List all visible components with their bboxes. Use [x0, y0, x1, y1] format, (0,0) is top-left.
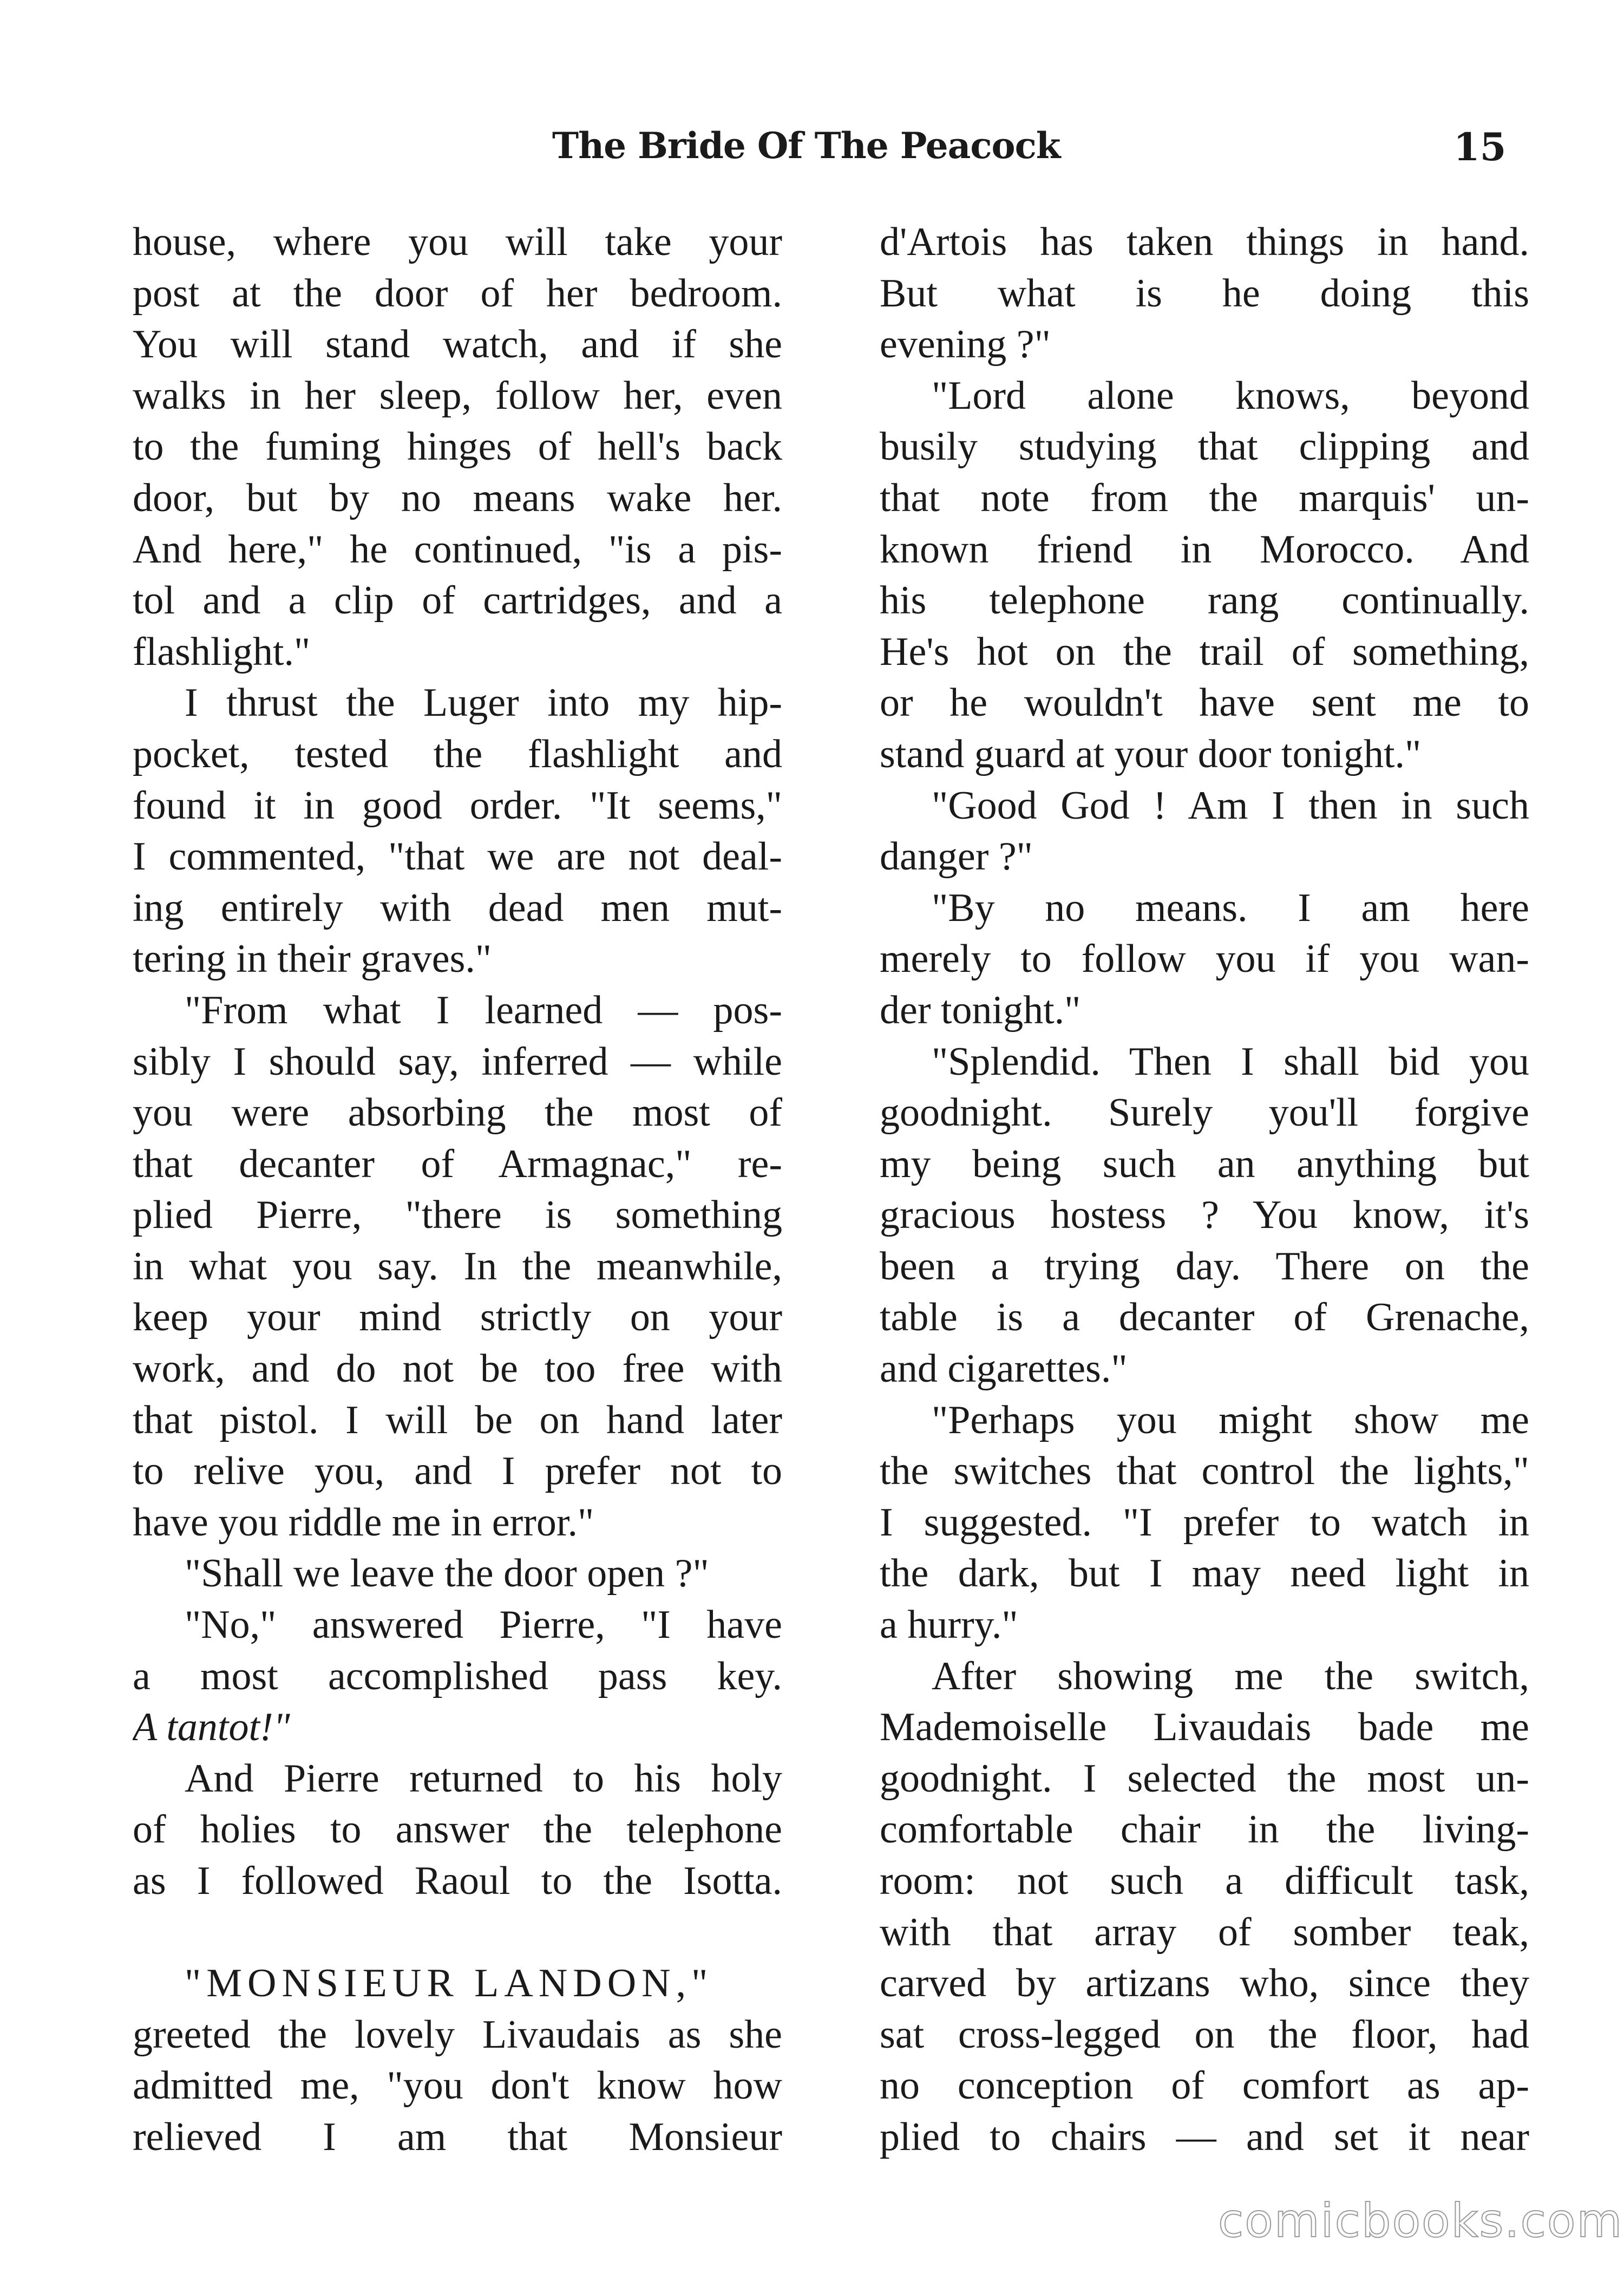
text-line: He's hot on the trail of something,	[880, 629, 1529, 674]
text-line: door, but by no means wake her.	[133, 475, 782, 520]
text-line: room: not such a difficult task,	[880, 1859, 1529, 1903]
text-line: keep your mind strictly on your	[133, 1295, 782, 1340]
text-line: plied Pierre, "there is something	[133, 1193, 782, 1238]
text-line: in what you say. In the meanwhile,	[133, 1244, 782, 1289]
text-line: admitted me, "you don't know how	[133, 2063, 782, 2108]
right-column	[880, 217, 1529, 2163]
text-line: to the fuming hinges of hell's back	[133, 424, 782, 469]
text-line: that note from the marquis' un-	[880, 475, 1529, 520]
text-line: "From what I learned — pos-	[185, 988, 782, 1033]
text-line: "Good God ! Am I then in such	[932, 783, 1529, 828]
text-line: Mademoiselle Livaudais bade me	[880, 1705, 1529, 1750]
text-line: comfortable chair in the living-	[880, 1807, 1529, 1852]
text-line: no conception of comfort as ap-	[880, 2063, 1529, 2108]
text-line: post at the door of her bedroom.	[133, 271, 782, 316]
text-line: tol and a clip of cartridges, and a	[133, 578, 782, 623]
text-line: "MONSIEUR LANDON,"	[185, 1961, 713, 2006]
text-line: A tantot!"	[133, 1705, 290, 1750]
text-line: stand guard at your door tonight."	[880, 731, 1422, 776]
text-line: or he wouldn't have sent me to	[880, 681, 1529, 726]
site-watermark: comicbooks.com	[1218, 2194, 1623, 2248]
text-line: And Pierre returned to his holy	[185, 1756, 782, 1801]
text-line: sat cross-legged on the floor, had	[880, 2012, 1529, 2057]
text-line: But what is he doing this	[880, 271, 1529, 316]
text-line: been a trying day. There on the	[880, 1244, 1529, 1289]
text-line: pocket, tested the flashlight and	[133, 731, 782, 776]
text-line: sibly I should say, inferred — while	[133, 1039, 782, 1084]
left-column	[133, 217, 782, 2163]
text-line: danger ?"	[880, 834, 1033, 879]
text-line: busily studying that clipping and	[880, 424, 1529, 469]
text-line: walks in her sleep, follow her, even	[133, 373, 782, 418]
text-line: goodnight. Surely you'll forgive	[880, 1090, 1529, 1135]
text-line: with that array of somber teak,	[880, 1910, 1529, 1955]
text-line: my being such an anything but	[880, 1141, 1529, 1186]
text-line: I suggested. "I prefer to watch in	[880, 1500, 1529, 1545]
text-line: a hurry."	[880, 1603, 1018, 1648]
text-line: goodnight. I selected the most un-	[880, 1756, 1529, 1801]
text-line: merely to follow you if you wan-	[880, 937, 1529, 982]
text-line: evening ?"	[880, 322, 1051, 367]
text-line: tering in their graves."	[133, 937, 492, 982]
text-line: You will stand watch, and if she	[133, 322, 782, 367]
text-line: that decanter of Armagnac," re-	[133, 1141, 782, 1186]
text-line: work, and do not be too free with	[133, 1347, 782, 1391]
text-line: "Perhaps you might show me	[932, 1397, 1529, 1442]
text-line: ing entirely with dead men mut-	[133, 885, 782, 930]
text-line: and cigarettes."	[880, 1347, 1128, 1391]
text-line: his telephone rang continually.	[880, 578, 1529, 623]
text-line: of holies to answer the telephone	[133, 1807, 782, 1852]
text-line: to relive you, and I prefer not to	[133, 1449, 782, 1494]
text-line: "Splendid. Then I shall bid you	[932, 1039, 1529, 1084]
text-line: And here," he continued, "is a pis-	[133, 527, 782, 572]
text-line: known friend in Morocco. And	[880, 527, 1529, 572]
text-line: plied to chairs — and set it near	[880, 2114, 1529, 2159]
text-line: After showing me the switch,	[932, 1654, 1529, 1698]
page-number: 15	[1453, 125, 1507, 169]
text-line: you were absorbing the most of	[133, 1090, 782, 1135]
text-line: a most accomplished pass key.	[133, 1654, 782, 1698]
text-line: table is a decanter of Grenache,	[880, 1295, 1529, 1340]
text-line: I thrust the Luger into my hip-	[185, 681, 782, 726]
text-line: carved by artizans who, since they	[880, 1961, 1529, 2006]
text-line: "Lord alone knows, beyond	[932, 373, 1529, 418]
text-line: have you riddle me in error."	[133, 1500, 594, 1545]
text-line: "By no means. I am here	[932, 885, 1529, 930]
text-line: relieved I am that Monsieur	[133, 2114, 782, 2159]
text-line: found it in good order. "It seems,"	[133, 783, 782, 828]
text-line: "Shall we leave the door open ?"	[185, 1551, 709, 1596]
text-line: d'Artois has taken things in hand.	[880, 220, 1529, 264]
text-line: I commented, "that we are not deal-	[133, 834, 782, 879]
text-line: flashlight."	[133, 629, 311, 674]
text-line: that pistol. I will be on hand later	[133, 1397, 782, 1442]
text-line: as I followed Raoul to the Isotta.	[133, 1859, 782, 1903]
text-line: "No," answered Pierre, "I have	[185, 1603, 782, 1648]
text-line: greeted the lovely Livaudais as she	[133, 2012, 782, 2057]
text-line: the switches that control the lights,"	[880, 1449, 1529, 1494]
text-line: gracious hostess ? You know, it's	[880, 1193, 1529, 1238]
text-line: house, where you will take your	[133, 220, 782, 264]
text-line: der tonight."	[880, 988, 1081, 1033]
text-line: the dark, but I may need light in	[880, 1551, 1529, 1596]
running-head: The Bride Of The Peacock	[552, 125, 1060, 167]
